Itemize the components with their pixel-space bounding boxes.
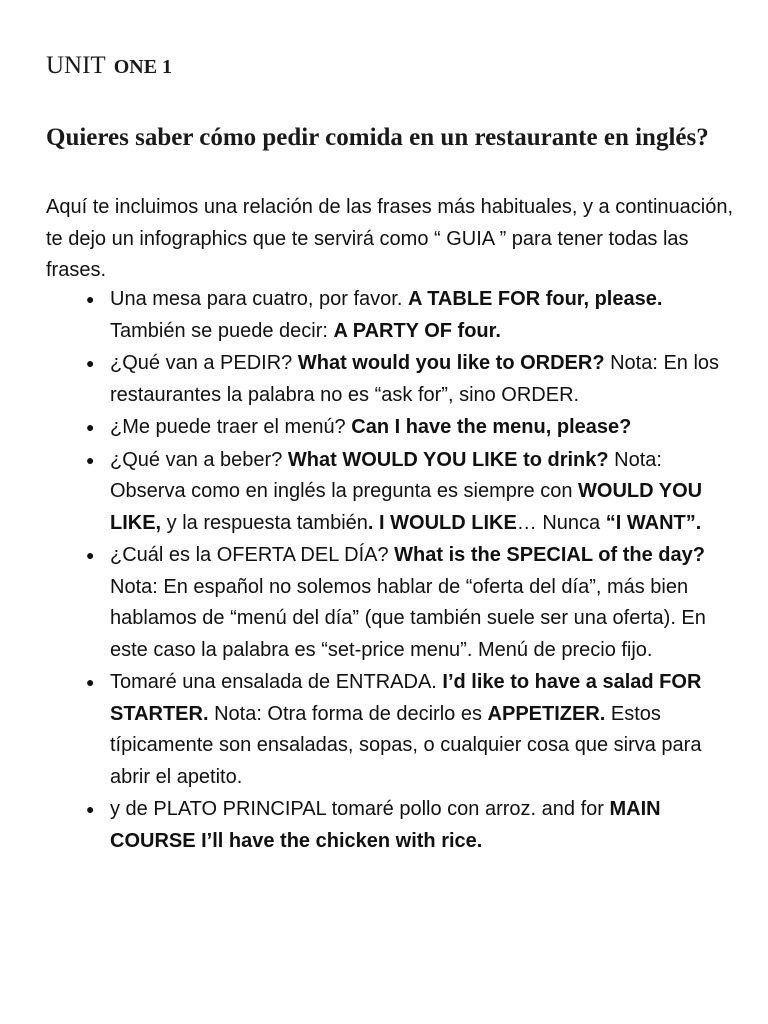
bullet-icon: ● bbox=[86, 674, 95, 690]
bullet-icon: ● bbox=[86, 355, 95, 371]
bullet-icon: ● bbox=[86, 801, 95, 817]
item-text: ¿Cuál es la OFERTA DEL DÍA? bbox=[110, 544, 395, 566]
list-item bbox=[86, 540, 726, 666]
item-text: y de PLATO PRINCIPAL tomaré pollo con arroz. and for bbox=[110, 798, 610, 820]
english-phrase: What would you like to ORDER? bbox=[297, 352, 605, 374]
english-phrase: A TABLE FOR four, please. bbox=[407, 288, 663, 310]
bullet-icon: ● bbox=[86, 547, 95, 563]
english-phrase: A PARTY OF four. bbox=[333, 319, 501, 342]
english-phrase: APPETIZER. bbox=[487, 702, 606, 725]
item-text: … Nunca bbox=[516, 511, 606, 534]
page-heading: Quieres saber cómo pedir comida en un restaurante en inglés? bbox=[46, 124, 709, 151]
item-text: Nota: Otra forma de decirlo es bbox=[208, 702, 488, 725]
list-item bbox=[86, 667, 726, 793]
unit-title bbox=[46, 52, 172, 80]
list-item bbox=[86, 284, 726, 347]
item-text: y la respuesta también bbox=[161, 511, 368, 534]
english-phrase: I’d like to have a salad FOR STARTER. bbox=[110, 671, 702, 725]
english-phrase: What WOULD YOU LIKE to drink? bbox=[287, 448, 609, 471]
unit-word: UNIT bbox=[46, 52, 106, 79]
item-text: También se puede decir: bbox=[110, 319, 334, 342]
item-text: Nota: En español no solemos hablar de “oferta del día”, más bien hablamos de “menú del día” (que también suele ser una oferta). En este caso la palabra es “set-price menu”. Menú de precio fijo. bbox=[110, 575, 706, 661]
item-text: Tomaré una ensalada de ENTRADA. bbox=[110, 671, 443, 693]
english-phrase: MAIN COURSE I’ll have the chicken with rice. bbox=[110, 798, 661, 852]
item-text: ¿Me puede traer el menú? bbox=[110, 416, 352, 438]
english-phrase: “I WANT”. bbox=[605, 511, 702, 534]
item-text: Nota: Observa como en inglés la pregunta es siempre con bbox=[110, 448, 662, 502]
english-phrase: . I WOULD LIKE bbox=[367, 511, 517, 534]
english-phrase: WOULD YOU LIKE, bbox=[110, 480, 703, 534]
item-text: ¿Qué van a PEDIR? bbox=[110, 352, 298, 374]
item-text: Una mesa para cuatro, por favor. bbox=[110, 288, 408, 310]
english-phrase: Can I have the menu, please? bbox=[351, 416, 632, 438]
bullet-icon: ● bbox=[86, 419, 95, 435]
list-item bbox=[86, 794, 726, 857]
list-item bbox=[86, 412, 726, 444]
bullet-icon: ● bbox=[86, 291, 95, 307]
list-item bbox=[86, 445, 726, 540]
phrase-list bbox=[86, 284, 726, 858]
item-text: Estos típicamente son ensaladas, sopas, o cualquier cosa que sirva para abrir el apetito. bbox=[110, 702, 702, 788]
item-text: Nota: En los restaurantes la palabra no es “ask for”, sino ORDER. bbox=[110, 352, 720, 406]
intro-paragraph: Aquí te incluimos una relación de las frases más habituales, y a continuación, te dejo un infographics que te servirá como “ GUIA ” para tener todas las frases. bbox=[46, 196, 734, 281]
list-item bbox=[86, 348, 726, 411]
unit-number: ONE 1 bbox=[113, 56, 173, 78]
bullet-icon: ● bbox=[86, 451, 95, 468]
item-text: ¿Qué van a beber? bbox=[110, 448, 288, 471]
english-phrase: What is the SPECIAL of the day? bbox=[394, 544, 705, 566]
